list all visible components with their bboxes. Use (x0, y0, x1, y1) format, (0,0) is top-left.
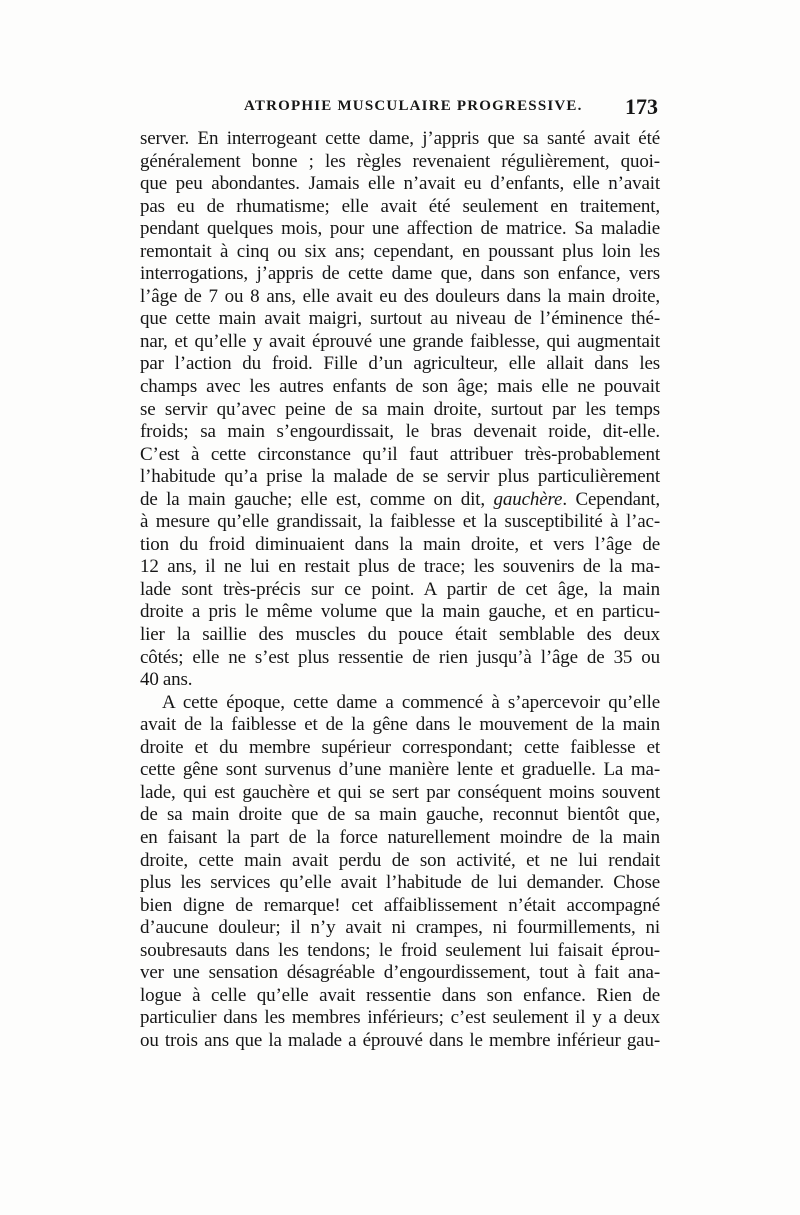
text-line: soubresauts dans les tendons; le froid seulement lui faisait éprou- (140, 939, 660, 961)
text-line: se servir qu’avec peine de sa main droite, surtout par les temps (140, 398, 660, 420)
text-line: avait de la faiblesse et de la gêne dans le mouvement de la main (140, 714, 660, 736)
text-line: champs avec les autres enfants de son âge; mais elle ne pouvait (140, 376, 660, 398)
text-line: en faisant la part de la force naturellement moindre de la main (140, 826, 660, 848)
text-line: lier la saillie des muscles du pouce était semblable des deux (140, 624, 660, 646)
text-line: droite, cette main avait perdu de son activité, et ne lui rendait (140, 849, 660, 871)
text-line: que peu abondantes. Jamais elle n’avait eu d’enfants, elle n’avait (140, 173, 660, 195)
text-line-with-emphasis (140, 489, 660, 512)
text-line: nar, et qu’elle y avait éprouvé une grande faiblesse, qui augmentait (140, 330, 660, 352)
text-segment: de la main gauche; elle est, comme on dit, (140, 488, 494, 510)
paragraph-first-line: A cette époque, cette dame a commencé à s’apercevoir qu’elle (162, 691, 660, 713)
text-line: côtés; elle ne s’est plus ressentie de rien jusqu’à l’âge de 35 ou (140, 646, 660, 668)
text-line: l’âge de 7 ou 8 ans, elle avait eu des douleurs dans la main droite, (140, 285, 660, 307)
text-line: ou trois ans que la malade a éprouvé dans le membre inférieur gau- (140, 1029, 660, 1051)
running-title: ATROPHIE MUSCULAIRE PROGRESSIVE. (244, 98, 583, 114)
text-line: plus les services qu’elle avait l’habitude de lui demander. Chose (140, 872, 660, 894)
text-line: ver une sensation désagréable d’engourdissement, tout à fait ana- (140, 962, 660, 984)
italic-term: gauchère (493, 488, 563, 510)
text-line: droite et du membre supérieur correspondant; cette faiblesse et (140, 736, 660, 758)
body-text (140, 128, 660, 1052)
text-line: C’est à cette circonstance qu’il faut attribuer très-probablement (140, 443, 660, 465)
text-line: droite a pris le même volume que la main gauche, et en particu- (140, 601, 660, 623)
text-line: par l’action du froid. Fille d’un agriculteur, elle allait dans les (140, 353, 660, 375)
paragraph-last-line: 40 ans. (140, 669, 193, 691)
text-line: logue à celle qu’elle avait ressentie dans son enfance. Rien de (140, 984, 660, 1006)
text-line: lade, qui est gauchère et qui se sert par conséquent moins souvent (140, 781, 660, 803)
text-line: interrogations, j’appris de cette dame que, dans son enfance, vers (140, 263, 660, 285)
text-line: lade sont très-précis sur ce point. A partir de cet âge, la main (140, 578, 660, 600)
text-line: server. En interrogeant cette dame, j’appris que sa santé avait été (140, 128, 660, 149)
page-number: 173 (625, 94, 658, 119)
text-line: l’habitude qu’a prise la malade de se servir plus particulièrement (140, 466, 660, 488)
text-line: pendant quelques mois, pour une affection de matrice. Sa maladie (140, 218, 660, 240)
text-line: d’aucune douleur; il n’y avait ni crampes, ni fourmillements, ni (140, 917, 660, 939)
text-line: tion du froid diminuaient dans la main droite, et vers l’âge de (140, 533, 660, 555)
text-line: remontait à cinq ou six ans; cependant, en poussant plus loin les (140, 240, 660, 262)
text-line: généralement bonne ; les règles revenaient régulièrement, quoi- (140, 150, 660, 172)
running-head (244, 96, 658, 120)
text-line: de sa main droite que de sa main gauche, reconnut bientôt que, (140, 804, 660, 826)
text-line: froids; sa main s’engourdissait, le bras devenait roide, dit-elle. (140, 421, 660, 443)
text-line: 12 ans, il ne lui en restait plus de trace; les souvenirs de la ma- (140, 556, 660, 578)
text-line: pas eu de rhumatisme; elle avait été seulement en traitement, (140, 195, 660, 217)
text-line: bien digne de remarque! cet affaiblissement n’était accompagné (140, 894, 660, 916)
text-line: particulier dans les membres inférieurs; c’est seulement il y a deux (140, 1007, 660, 1029)
text-segment: . Cependant, (562, 488, 660, 510)
text-line: à mesure qu’elle grandissait, la faiblesse et la susceptibilité à l’ac- (140, 511, 660, 533)
text-line: cette gêne sont survenus d’une manière lente et graduelle. La ma- (140, 759, 660, 781)
text-line: que cette main avait maigri, surtout au niveau de l’éminence thé- (140, 308, 660, 330)
